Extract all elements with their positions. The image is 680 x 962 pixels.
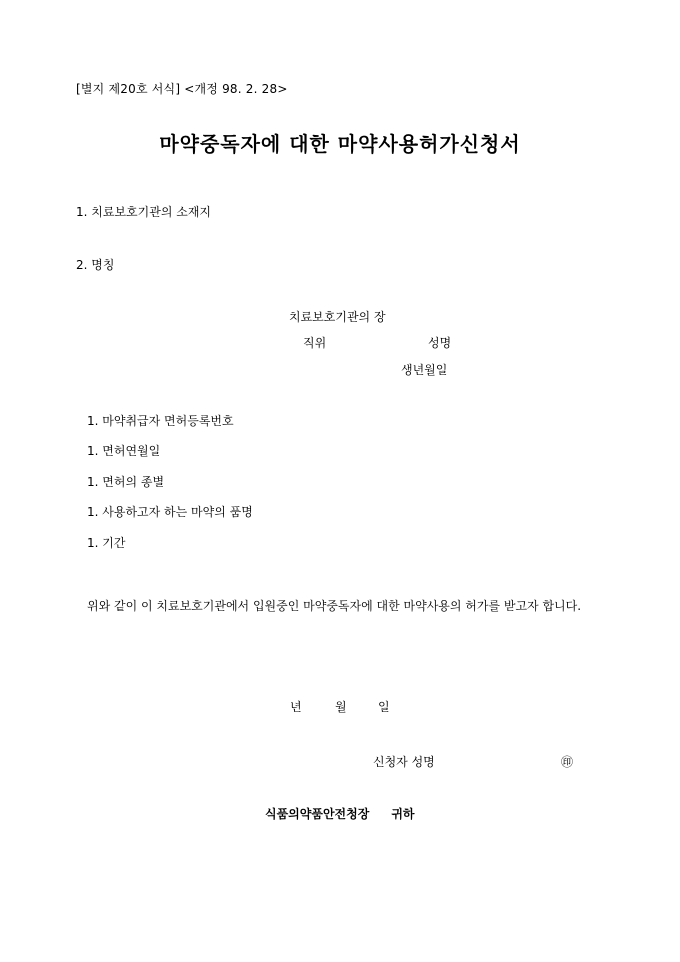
date-day-label: 일 <box>378 700 390 714</box>
recipient-line <box>265 806 415 822</box>
date-year-label: 년 <box>290 700 302 714</box>
list-item: 1. 마약취급자 면허등록번호 <box>87 414 234 428</box>
applicant-name-label: 신청자 성명 <box>373 755 435 769</box>
recipient-name: 식품의약품안전청장 <box>265 807 370 821</box>
form-number-label: [별지 제20호 서식] <개정 98. 2. 28> <box>76 82 288 96</box>
list-item: 1. 사용하고자 하는 마약의 품명 <box>87 505 253 519</box>
list-item: 1. 기간 <box>87 536 126 550</box>
seal-mark: ㊞ <box>561 755 574 769</box>
facility-location-item: 1. 치료보호기관의 소재지 <box>76 205 211 219</box>
document-title: 마약중독자에 대한 마약사용허가신청서 <box>159 132 521 156</box>
birthdate-label: 생년월일 <box>401 363 448 377</box>
list-item: 1. 면허의 종별 <box>87 475 165 489</box>
position-label: 직위 <box>303 336 327 350</box>
date-month-label: 월 <box>335 700 347 714</box>
name-label: 성명 <box>428 336 452 350</box>
facility-head-label: 치료보호기관의 장 <box>289 310 386 324</box>
facility-name-item: 2. 명칭 <box>76 258 115 272</box>
request-statement: 위와 같이 이 치료보호기관에서 입원중인 마약중독자에 대한 마약사용의 허가를 받고자 합니다. <box>87 599 582 613</box>
list-item: 1. 면허연월일 <box>87 444 161 458</box>
recipient-suffix: 귀하 <box>391 807 415 821</box>
